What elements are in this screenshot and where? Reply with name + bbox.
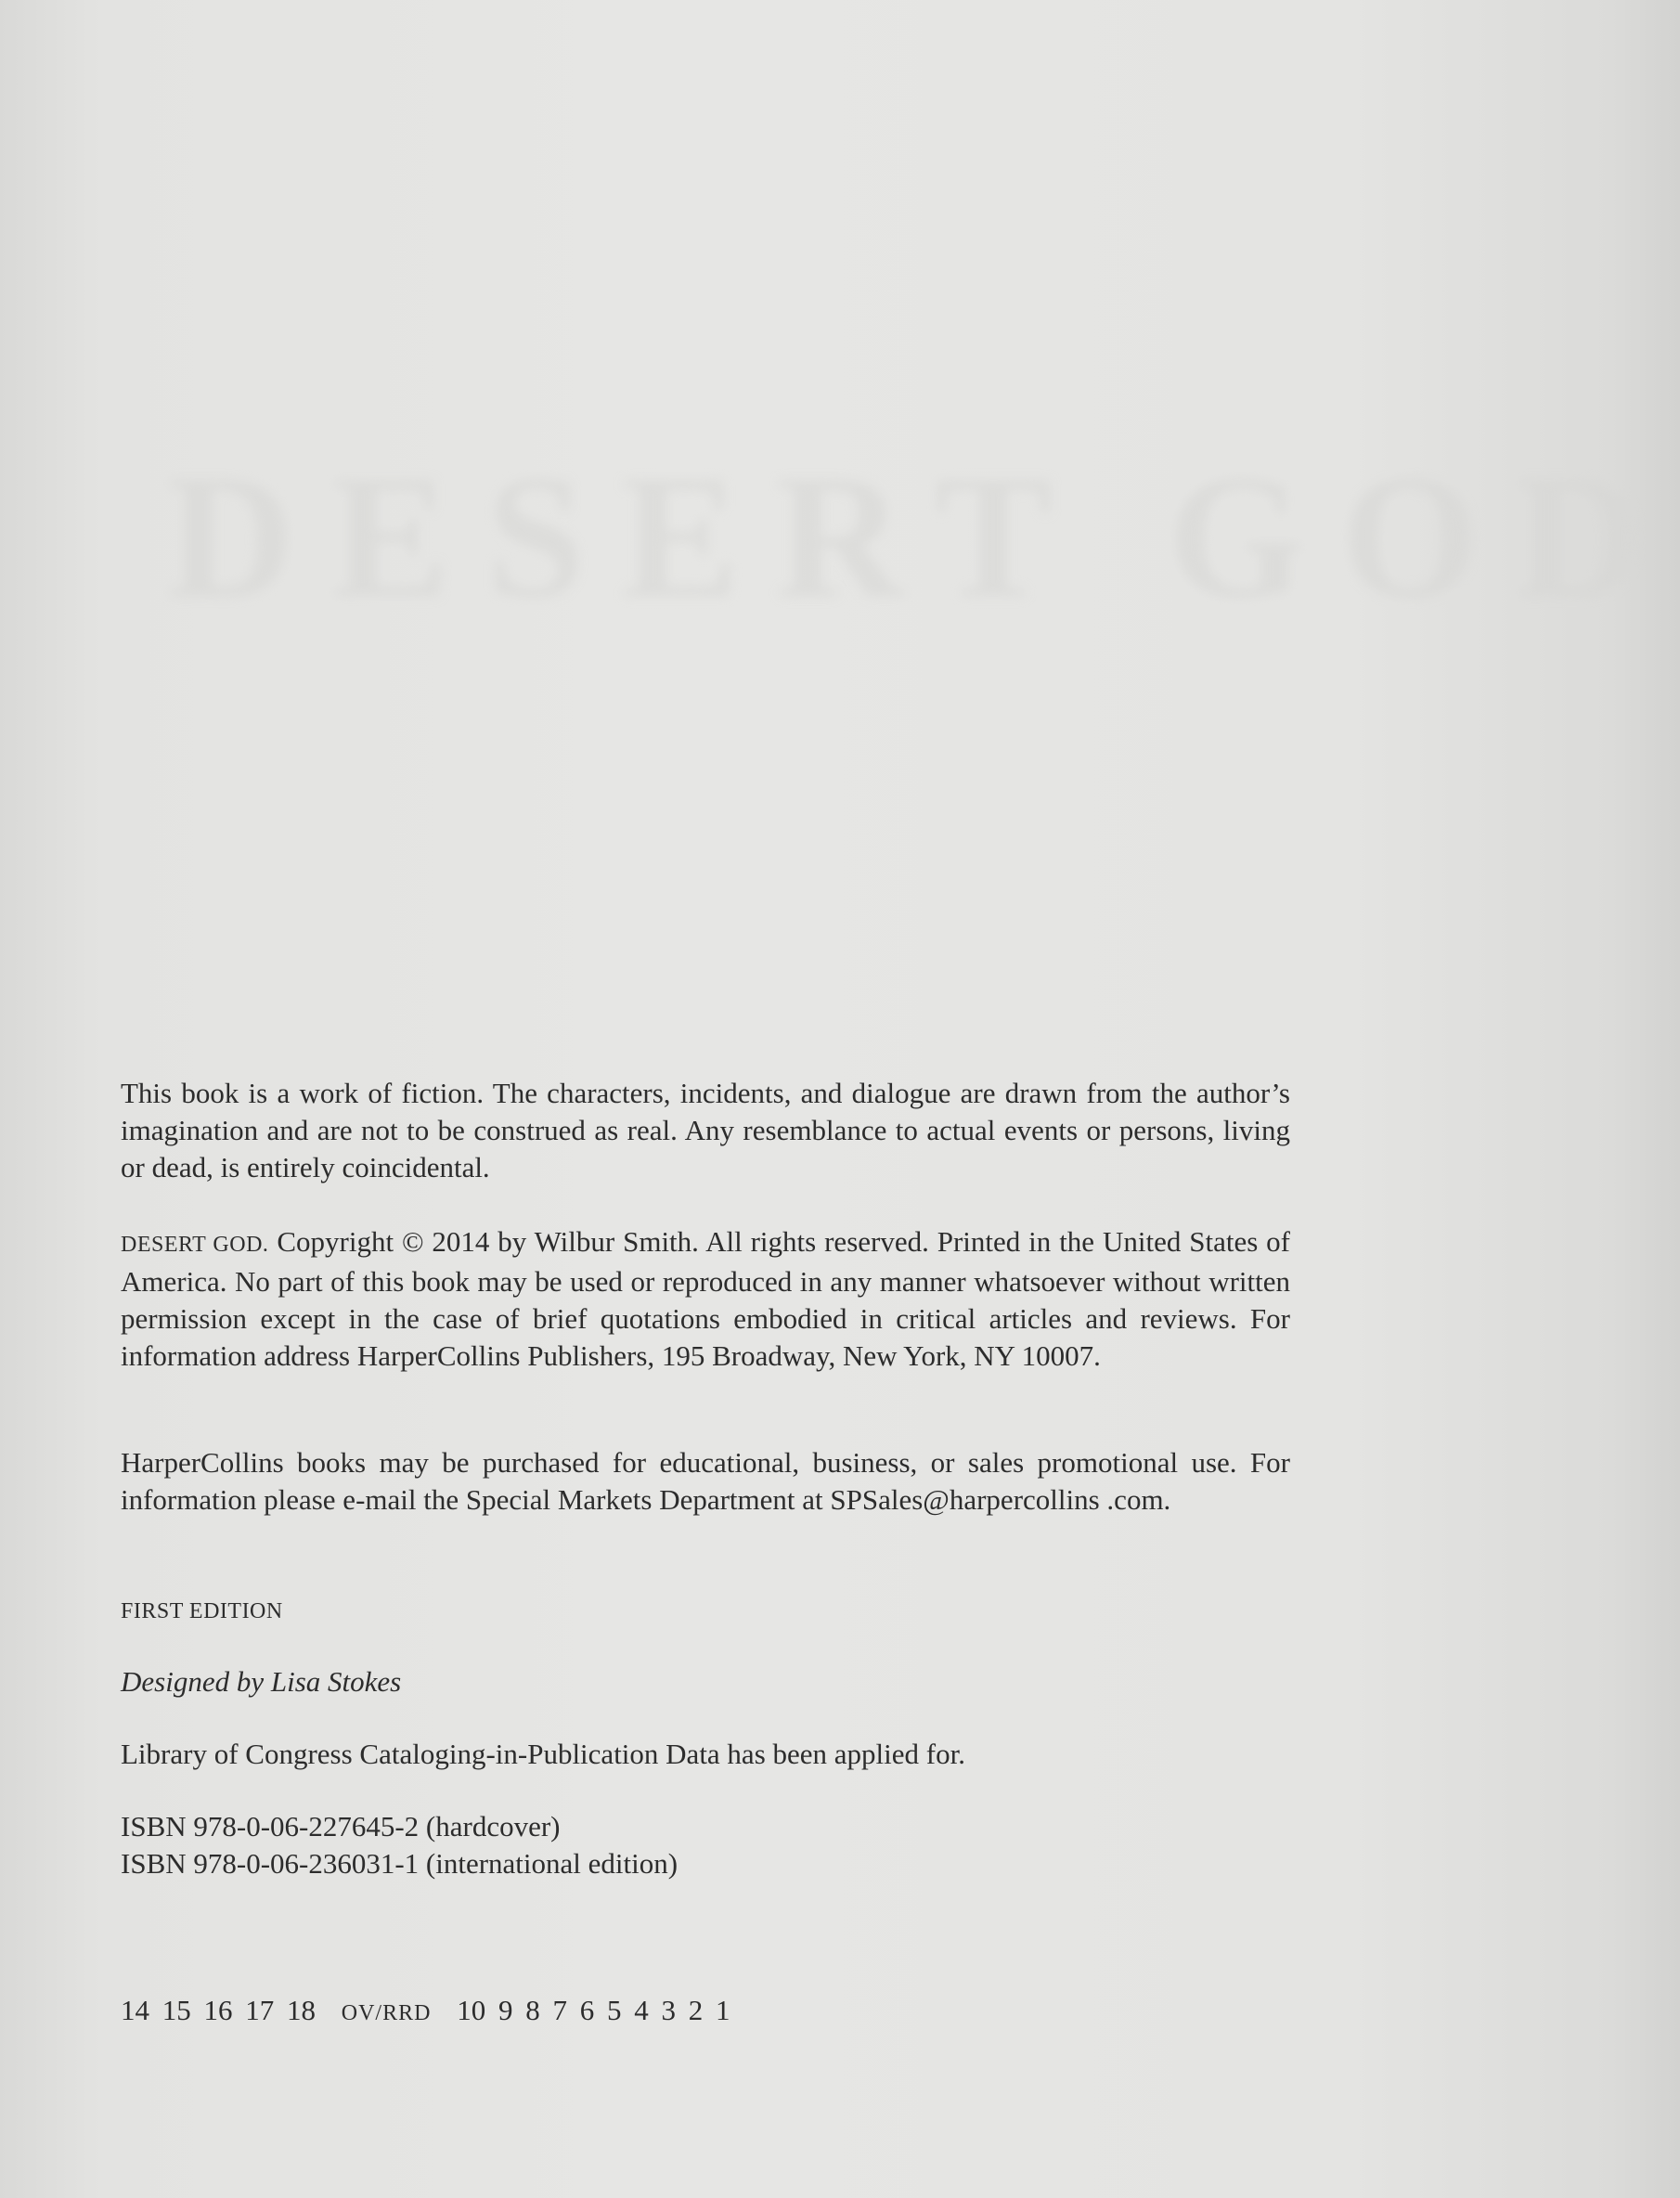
copyright-text: Copyright © 2014 by Wilbur Smith. All rights reserved. Printed in the United States of America. No part of this book may be used or reproduced in any manner whatsoever without written permission except in the case of brief quotations embodied in critical articles and reviews. For information address HarperCollins Publishers, 195 Broadway, New York, NY 10007.	[121, 1225, 1290, 1372]
impression-numbers: 10 9 8 7 6 5 4 3 2 1	[457, 1994, 730, 2026]
cip-statement: Library of Congress Cataloging-in-Publication Data has been applied for.	[121, 1738, 965, 1770]
print-years: 14 15 16 17 18	[121, 1994, 316, 2026]
isbn-hardcover: ISBN 978-0-06-227645-2 (hardcover)	[121, 1810, 561, 1842]
printer-code: OV/RRD	[341, 2001, 432, 2025]
isbn-international: ISBN 978-0-06-236031-1 (international edition)	[121, 1847, 678, 1880]
copyright-notice	[121, 1223, 1290, 1375]
isbn-list	[121, 1808, 1290, 1882]
special-sales-notice: HarperCollins books may be purchased for educational, business, or sales promotional use. For information please e-mail the Special Markets Department at SPSales@harpercollins .com.	[121, 1446, 1290, 1516]
copyright-title-caps: DESERT GOD.	[121, 1233, 269, 1257]
printing-line	[121, 1992, 1290, 2032]
show-through-title: DESERT GOD	[167, 440, 1680, 635]
edition-label: FIRST EDITION	[121, 1599, 283, 1623]
designer-credit: Designed by Lisa Stokes	[121, 1665, 402, 1698]
fiction-disclaimer: This book is a work of fiction. The characters, incidents, and dialogue are drawn from the author’s imagination and are not to be construed as real. Any resemblance to actual events or persons, living or dead, is entirely coincidental.	[121, 1077, 1290, 1183]
